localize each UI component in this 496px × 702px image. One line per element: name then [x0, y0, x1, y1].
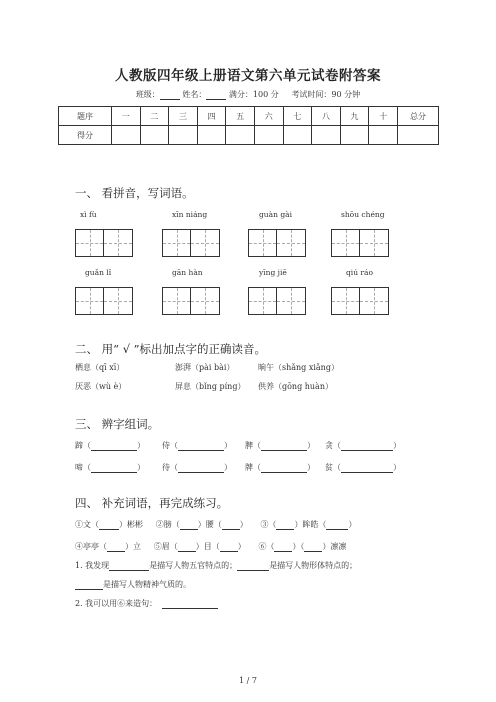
writing-grid[interactable] — [162, 229, 220, 257]
section-4-heading: 四、 补充词语，再完成练习。 — [75, 496, 229, 510]
class-label: 班级： — [135, 90, 160, 99]
word-group-item[interactable]: 侍（ ） — [162, 441, 232, 450]
exam-info — [0, 89, 496, 100]
score-header-cell: 九 — [340, 107, 369, 126]
idiom-line-1[interactable]: ①文（ ）彬彬 ②膀（ ）腰（ ） ③（ ）眸皓（ ） — [75, 520, 357, 529]
page-title: 人教版四年级上册语文第六单元试卷附答案 — [115, 68, 381, 84]
word-group-item[interactable]: 脾（ ） — [245, 441, 315, 450]
writing-grid[interactable] — [75, 229, 133, 257]
pinyin-label: xīn niáng — [172, 210, 208, 219]
pinyin-label: guǎn lǐ — [85, 268, 112, 277]
score-cell[interactable] — [398, 126, 439, 145]
name-blank[interactable] — [206, 90, 226, 100]
word-group-item[interactable]: 牌（ ） — [245, 463, 315, 472]
score-cell[interactable] — [312, 126, 341, 145]
score-cell[interactable] — [112, 126, 141, 145]
score-header-cell: 七 — [283, 107, 312, 126]
pinyin-label: yīng jiē — [259, 268, 287, 277]
score-table-header — [59, 107, 439, 126]
writing-grid[interactable] — [75, 287, 133, 315]
reading-item[interactable]: 晌午（shǎng xiǎng） — [258, 363, 339, 372]
writing-grid[interactable] — [248, 287, 306, 315]
exam-time: 考试时间：90 分钟 — [291, 90, 361, 99]
section-3-heading: 三、 辨字组词。 — [75, 417, 160, 431]
pinyin-label: guàn gài — [259, 210, 292, 219]
pinyin-label: xì fù — [80, 210, 97, 219]
idiom-line-2[interactable]: ④亭亭（ ）立 ⑤眉（ ）目（ ） ⑥（ ）（ ）凛凛 — [75, 542, 347, 551]
score-header-cell: 五 — [226, 107, 255, 126]
section-1-heading: 一、 看拼音，写词语。 — [75, 186, 194, 200]
score-cell[interactable] — [169, 126, 198, 145]
score-table — [58, 106, 439, 145]
score-header-cell: 一 — [112, 107, 141, 126]
word-group-item[interactable]: 贪（ ） — [325, 441, 401, 450]
score-header-cell: 三 — [169, 107, 198, 126]
score-header-cell: 题序 — [59, 107, 112, 126]
writing-grid[interactable] — [248, 229, 306, 257]
score-header-cell: 六 — [254, 107, 283, 126]
question-1[interactable]: 1. 我发现 是描写人物五官特点的； 是描写人物形体特点的； — [75, 561, 358, 570]
score-cell[interactable] — [226, 126, 255, 145]
full-score: 满分：100 分 — [228, 90, 279, 99]
writing-grid[interactable] — [162, 287, 220, 315]
score-cell[interactable] — [254, 126, 283, 145]
score-row-label: 得分 — [59, 126, 112, 145]
score-cell[interactable] — [283, 126, 312, 145]
word-group-item[interactable]: 贫（ ） — [325, 463, 401, 472]
score-header-cell: 十 — [369, 107, 398, 126]
reading-item[interactable]: 屏息（bǐng píng） — [175, 382, 246, 391]
score-table-row — [59, 126, 439, 145]
section-2-heading: 二、 用“ √ ”标出加点字的正确读音。 — [75, 342, 267, 356]
writing-grid[interactable] — [331, 287, 389, 315]
question-2[interactable]: 2. 我可以用⑥来造句： — [75, 598, 218, 609]
word-group-item[interactable]: 待（ ） — [162, 463, 232, 472]
reading-item[interactable]: 厌恶（wù è） — [75, 382, 127, 391]
reading-item[interactable]: 栖息（qī xī） — [75, 363, 125, 372]
word-group-item[interactable]: 啼（ ） — [75, 463, 145, 472]
score-cell[interactable] — [340, 126, 369, 145]
pinyin-label: qiú ráo — [346, 268, 373, 277]
score-cell[interactable] — [140, 126, 169, 145]
score-header-cell: 四 — [197, 107, 226, 126]
pinyin-label: gān hàn — [172, 268, 203, 277]
name-label: 姓名： — [182, 90, 207, 99]
score-header-cell: 八 — [312, 107, 341, 126]
question-1-cont[interactable]: 是描写人物精神气质的。 — [75, 579, 191, 590]
class-blank[interactable] — [160, 90, 180, 100]
pinyin-label: shōu chéng — [341, 210, 385, 219]
reading-item[interactable]: 供养（gōng huàn） — [258, 382, 333, 391]
reading-item[interactable]: 澎湃（pài bài） — [175, 363, 235, 372]
score-header-cell: 总分 — [398, 107, 439, 126]
word-group-item[interactable]: 蹄（ ） — [75, 441, 145, 450]
page-number: 1 / 7 — [239, 676, 257, 685]
score-cell[interactable] — [369, 126, 398, 145]
score-cell[interactable] — [197, 126, 226, 145]
score-header-cell: 二 — [140, 107, 169, 126]
writing-grid[interactable] — [331, 229, 389, 257]
